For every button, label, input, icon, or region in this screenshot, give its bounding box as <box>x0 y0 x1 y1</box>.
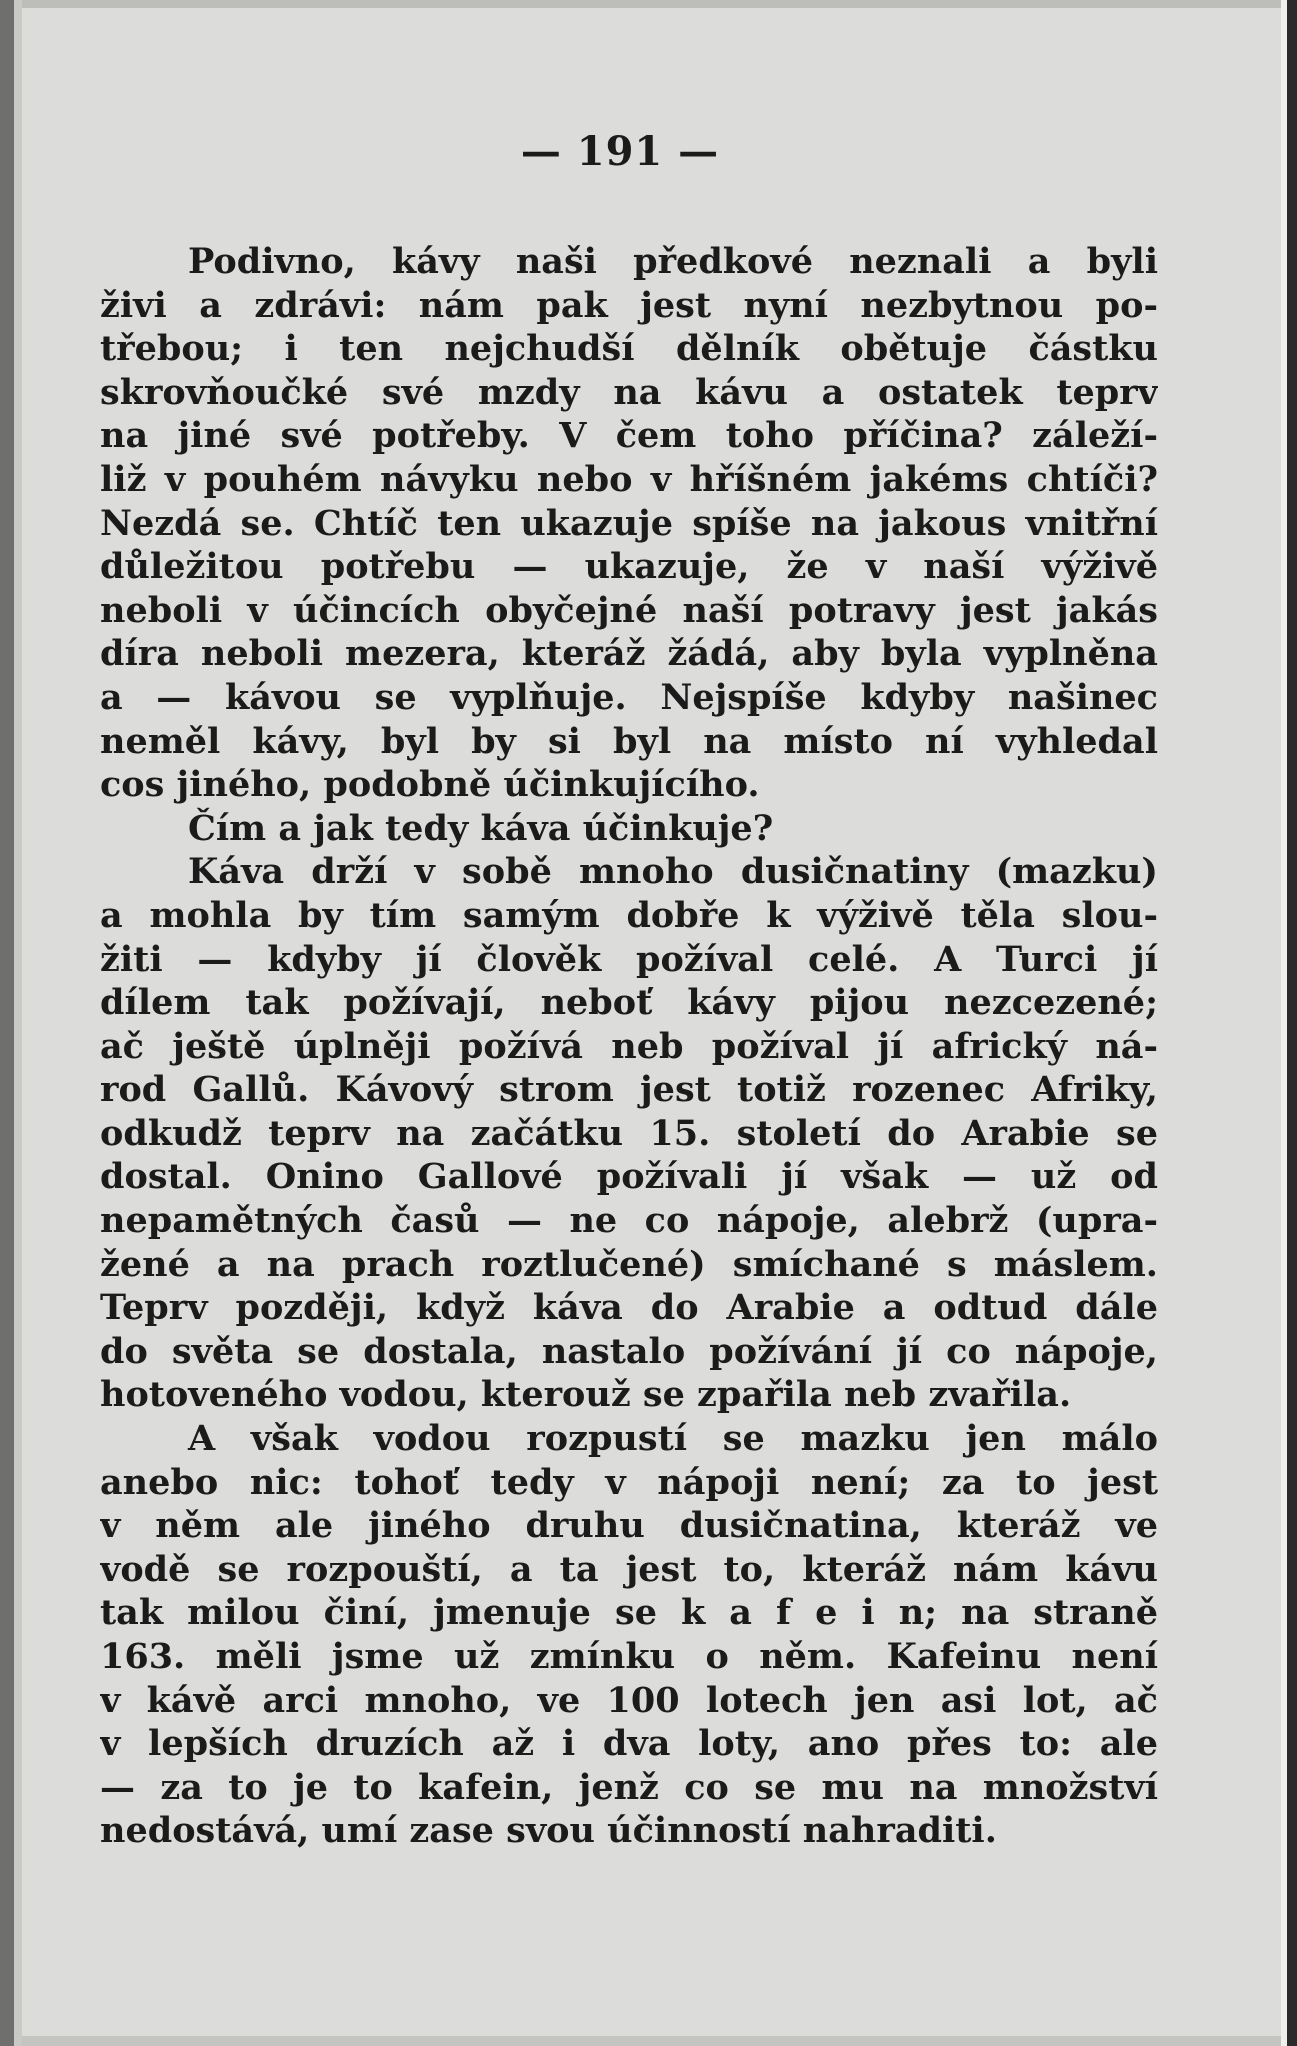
text-line: 163. měli jsme už zmínku o něm. Kafeinu není <box>100 1636 1158 1677</box>
text-line: — za to je to kafein, jenž co se mu na množství <box>100 1766 1158 1808</box>
text-line: skrovňoučké své mzdy na kávu a ostatek teprv <box>100 371 1158 413</box>
text-line: anebo nic: tohoť tedy v nápoji není; za to jest <box>100 1461 1158 1503</box>
page-number: — 191 — <box>520 128 720 175</box>
text-line: třebou; i ten nejchudší dělník obětuje částku <box>100 328 1158 370</box>
text-line: v kávě arci mnoho, ve 100 lotech jen asi lot, ač <box>100 1679 1158 1721</box>
text-line: na jiné své potřeby. V čem toho příčina? záleží- <box>100 415 1158 457</box>
text-line: neměl kávy, byl by si byl na místo ní vyhledal <box>100 720 1158 762</box>
page-right-border <box>1287 0 1297 2046</box>
text-line: žené a na prach roztlučené) smíchané s máslem. <box>100 1243 1158 1285</box>
text-line: díra neboli mezera, kteráž žádá, aby byla vyplněna <box>100 633 1158 675</box>
text-line: v něm ale jiného druhu dusičnatina, kteráž ve <box>100 1505 1158 1547</box>
text-line: dílem tak požívají, neboť kávy pijou nezcezené; <box>100 982 1158 1024</box>
text-line: neboli v účincích obyčejné naší potravy jest jakás <box>100 589 1158 631</box>
text-line: nepamětných časů — ne co nápoje, alebrž (upra- <box>100 1200 1158 1242</box>
text-line: a mohla by tím samým dobře k výživě těla slou- <box>100 894 1158 936</box>
text-line: A však vodou rozpustí se mazku jen málo <box>188 1418 1158 1460</box>
text-line: Čím a jak tedy káva účinkuje? <box>188 807 774 849</box>
text-line: dostal. Onino Gallové požívali jí však — už od <box>100 1156 1158 1198</box>
text-line: liž v pouhém návyku nebo v hříšném jakéms chtíči? <box>100 458 1158 500</box>
text-line: žiti — kdyby jí člověk požíval celé. A Turci jí <box>100 938 1158 980</box>
body-text <box>100 240 1158 1853</box>
text-line: Teprv později, když káva do Arabie a odtud dále <box>100 1287 1158 1329</box>
text-line: Podivno, kávy naši předkové neznali a byli <box>188 241 1158 282</box>
text-line: vodě se rozpouští, a ta jest to, kteráž nám kávu <box>100 1548 1158 1590</box>
text-line: v lepších druzích až i dva loty, ano přes to: ale <box>100 1723 1158 1765</box>
text-line: Káva drží v sobě mnoho dusičnatiny (mazku) <box>188 851 1158 893</box>
binding-shadow <box>14 0 22 2046</box>
book-page <box>60 0 1240 2046</box>
binding-edge <box>0 0 14 2046</box>
text-line: Nezdá se. Chtíč ten ukazuje spíše na jakous vnitřní <box>100 502 1158 544</box>
text-line: rod Gallů. Kávový strom jest totiž rozenec Afriky, <box>100 1069 1158 1111</box>
text-line: nedostává, umí zase svou účinností nahraditi. <box>100 1810 997 1852</box>
text-line: ač ještě úplněji požívá neb požíval jí africký ná- <box>100 1025 1158 1067</box>
text-line: a — kávou se vyplňuje. Nejspíše kdyby našinec <box>100 676 1158 718</box>
text-line: odkudž teprv na začátku 15. století do Arabie se <box>100 1112 1158 1154</box>
text-line: tak milou činí, jmenuje se k a f e i n; na straně <box>100 1592 1158 1634</box>
text-line: živi a zdrávi: nám pak jest nyní nezbytnou po- <box>100 284 1158 326</box>
text-line: do světa se dostala, nastalo požívání jí co nápoje, <box>100 1330 1158 1372</box>
text-line: cos jiného, podobně účinkujícího. <box>100 764 760 806</box>
text-line: důležitou potřebu — ukazuje, že v naší výživě <box>100 546 1158 588</box>
text-line: hotoveného vodou, kterouž se zpařila neb zvařila. <box>100 1374 1072 1416</box>
